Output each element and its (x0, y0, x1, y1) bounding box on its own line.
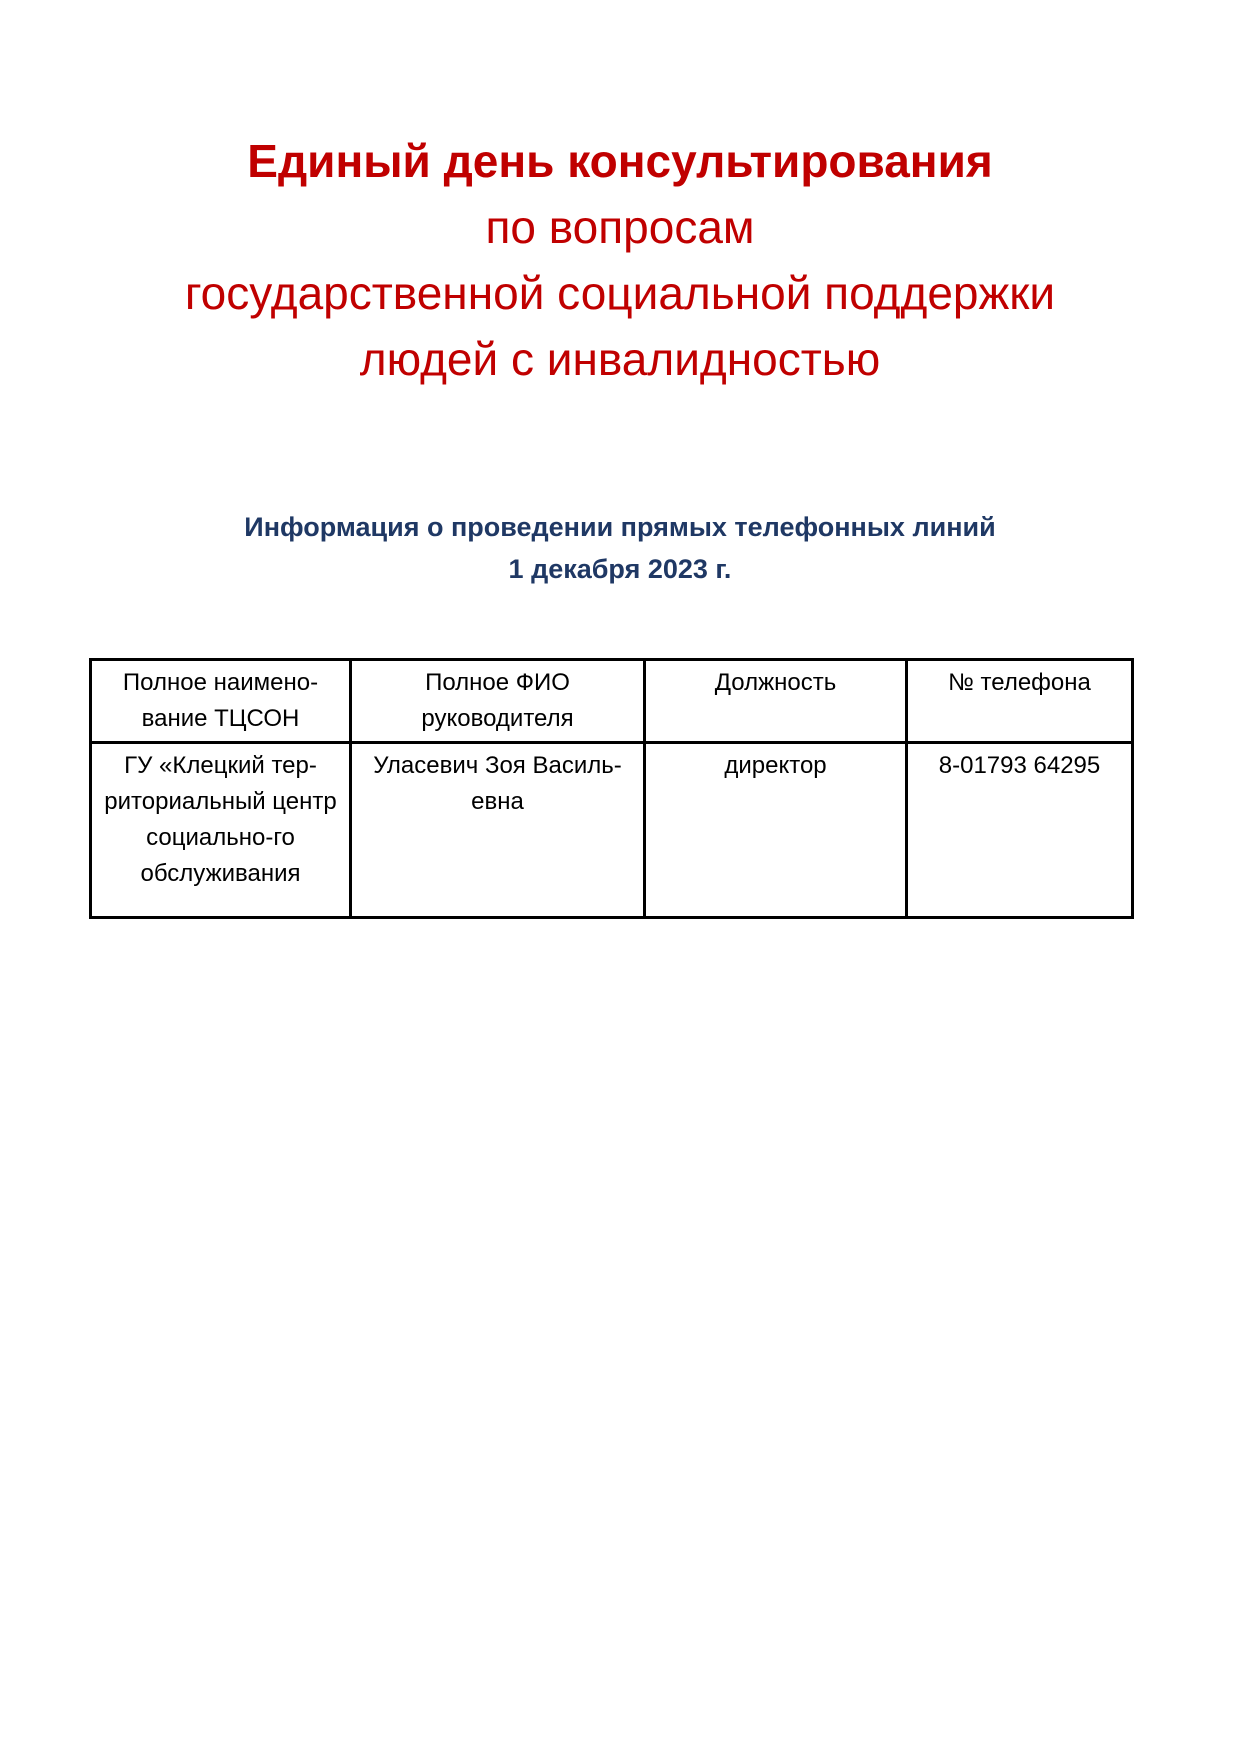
column-header-director-name: Полное ФИО руководителя (351, 660, 645, 743)
subtitle-date: 1 декабря 2023 г. (508, 554, 732, 584)
title-line-1: Единый день консультирования (247, 135, 993, 187)
cell-director-name: Уласевич Зоя Василь-евна (351, 743, 645, 918)
column-header-phone: № телефона (907, 660, 1133, 743)
contact-table (89, 658, 1134, 919)
title-line-4: людей с инвалидностью (359, 333, 881, 385)
title-line-2: по вопросам (485, 201, 755, 253)
column-header-position: Должность (645, 660, 907, 743)
cell-organization: ГУ «Клецкий тер-риториальный центр социально-го обслуживания (91, 743, 351, 918)
table-header-row (91, 660, 1133, 743)
table-row (91, 743, 1133, 918)
cell-position: директор (645, 743, 907, 918)
page-title (0, 128, 1240, 392)
column-header-organization: Полное наимено-вание ТЦСОН (91, 660, 351, 743)
subtitle-line-1: Информация о проведении прямых телефонных линий (244, 512, 996, 542)
cell-phone: 8-01793 64295 (907, 743, 1133, 918)
title-line-3: государственной социальной поддержки (184, 267, 1056, 319)
subtitle (0, 506, 1240, 590)
